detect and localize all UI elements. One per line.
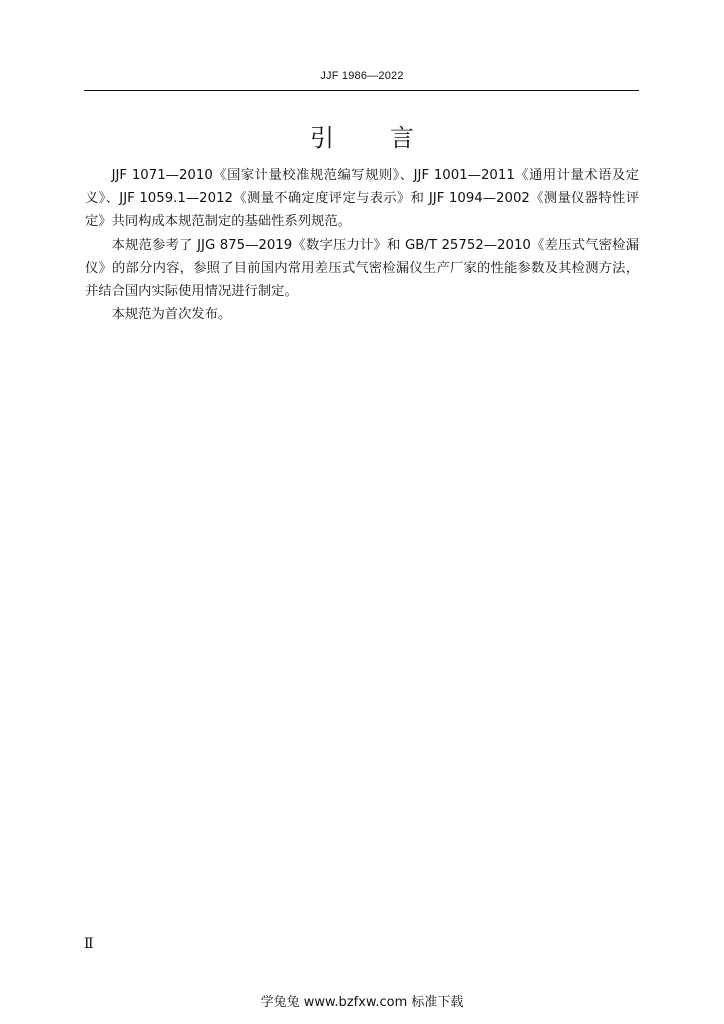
page-number: Ⅱ [84, 936, 94, 952]
foreword-paragraph-2: 本规范参考了 JJG 875—2019《数字压力计》和 GB/T 25752—2010《差压式气密检漏仪》的部分内容，参照了目前国内常用差压式气密检漏仪生产厂家的性能参数及其检测方法，并结合国内实际使用情况进行制定。 [85, 237, 639, 300]
footer-watermark: 学兔兔 www.bzfxw.com 标准下载 [260, 995, 464, 1010]
page-title: 引言 [310, 124, 470, 152]
header-divider [84, 90, 639, 91]
document-code-header: JJF 1986—2022 [320, 70, 404, 82]
foreword-body [85, 164, 639, 326]
foreword-paragraph-3: 本规范为首次发布。 [111, 307, 232, 323]
foreword-paragraph-1: JJF 1071—2010《国家计量校准规范编写规则》、JJF 1001—2011《通用计量术语及定义》、JJF 1059.1—2012《测量不确定度评定与表示》和 JJF 1094—2002《测量仪器特性评定》共同构成本规范制定的基础性系列规范。 [85, 168, 639, 230]
